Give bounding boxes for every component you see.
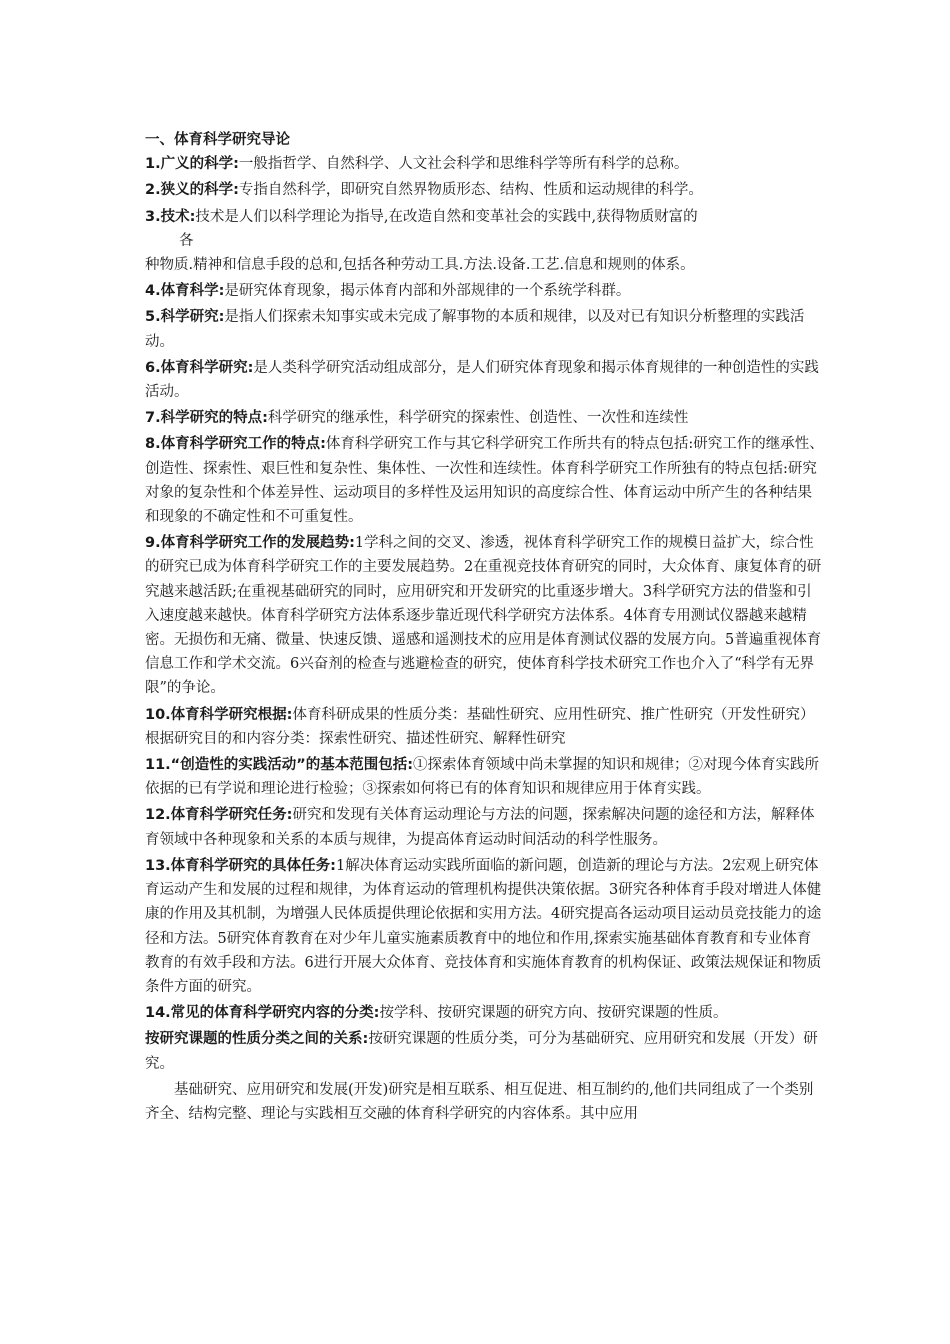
definition-item [145,432,825,529]
definition-term: 12.体育科学研究任务: [145,807,293,824]
definition-item [145,753,825,801]
definition-text: 专指自然科学，即研究自然界物质形态、结构、性质和运动规律的科学。 [238,182,703,199]
definition-text: 是研究体育现象，揭示体育内部和外部规律的一个系统学科群。 [224,283,631,300]
definition-item [145,305,825,353]
definition-text: 是指人们探索未知事实或未完成了解事物的本质和规律，以及对已有知识分析整理的实践活动。 [145,309,805,350]
definition-item [145,356,825,404]
definition-term: 4.体育科学: [145,283,225,300]
definition-text: 研究和发现有关体育运动理论与方法的问题，探索解决问题的途径和方法，解释体育领域中各种现象和关系的本质与规律，为提高体育运动时间活动的科学性服务。 [145,807,815,848]
definition-text: 是人类科学研究活动组成部分，是人们研究体育现象和揭示体育规律的一种创造性的实践活动。 [145,359,819,401]
definition-item [145,406,825,430]
definition-text-fragment: 各 [179,232,194,249]
definition-item [145,279,825,303]
definition-item [145,703,825,751]
definition-text: 1学科之间的交叉、渗透，视体育科学研究工作的规模日益扩大，综合性的研究已成为体育科学研究工作的主要发展趋势。2在重视竞技体育研究的同时，大众体育、康复体育的研究越来越活跃;在重视基础研究的同时，应用研究和开发研究的比重逐步增大。3科学研究方法的借鉴和引入速度越来越快。体育科学研究方法体系逐步靠近现代科学研究方法体系。4体育专用测试仪器越来越精密。无损伤和无痛、微量、快速反馈、遥感和遥测技术的应用是体育测试仪器的发展方向。5普遍重视体育信息工作和学术交流。6兴奋剂的检查与逃避检查的研究，使体育科学技术研究工作也介入了“科学有无界限”的争论。 [145,535,822,697]
closing-paragraph: 基础研究、应用研究和发展(开发)研究是相互联系、相互促进、相互制约的,他们共同组成了一个类别齐全、结构完整、理论与实践相互交融的体育科学研究的内容体系。其中应用 [145,1081,814,1122]
definition-term: 按研究课题的性质分类之间的关系: [145,1031,369,1048]
definition-term: 5.科学研究: [145,309,225,326]
definition-item [145,803,825,851]
definition-text: 科学研究的继承性，科学研究的探索性、创造性、一次性和连续性 [267,410,689,427]
definition-term: 14.常见的体育科学研究内容的分类: [145,1005,380,1022]
definition-text: 体育科学研究工作与其它科学研究工作所共有的特点包括:研究工作的继承性、创造性、探索性、艰巨性和复杂性、集体性、一次性和连续性。体育科学研究工作所独有的特点包括:研究对象的复杂性和个体差异性、运动项目的多样性及运用知识的高度综合性、体育运动中所产生的各种结果和现象的不确定性和不可重复性。 [145,436,824,526]
definition-item [145,531,825,700]
definition-term: 10.体育科学研究根据: [145,706,293,723]
definition-term: 1.广义的科学: [145,156,239,173]
definition-term: 11.“创造性的实践活动”的基本范围包括: [145,757,414,774]
document-body [145,128,825,1128]
definition-item [145,205,825,278]
definition-term: 7.科学研究的特点: [145,410,268,427]
definition-item [145,178,825,202]
definition-text: 技术是人们以科学理论为指导,在改造自然和变革社会的实践中,获得物质财富的 [195,208,698,225]
definition-item [145,1027,825,1075]
definition-text: 一般指哲学、自然科学、人文社会科学和思维科学等所有科学的总称。 [238,156,689,173]
definition-item [145,854,825,999]
definition-item [145,152,825,176]
definition-term: 13.体育科学研究的具体任务: [145,857,336,874]
definition-text: 体育科研成果的性质分类：基础性研究、应用性研究、推广性研究（开发性研究）根据研究目的和内容分类：探索性研究、描述性研究、解释性研究 [145,706,815,747]
definition-text-continued: 种物质.精神和信息手段的总和,包括各种劳动工具.方法.设备.工艺.信息和规则的体系。 [145,257,695,274]
definition-term: 2.狭义的科学: [145,182,239,199]
definition-text: 1解决体育运动实践所面临的新问题，创造新的理论与方法。2宏观上研究体育运动产生和发展的过程和规律，为体育运动的管理机构提供决策依据。3研究各种体育手段对增进人体健康的作用及其机制，为增强人民体质提供理论依据和实用方法。4研究提高各运动项目运动员竞技能力的途径和方法。5研究体育教育在对少年儿童实施素质教育中的地位和作用,探索实施基础体育教育和专业体育教育的有效手段和方法。6进行开展大众体育、竞技体育和实施体育教育的机构保证、政策法规保证和物质条件方面的研究。 [145,857,822,995]
section-heading: 一、体育科学研究导论 [145,132,290,148]
definition-text: 按研究课题的性质分类，可分为基础研究、应用研究和发展（开发）研究。 [145,1031,818,1072]
definition-term: 6.体育科学研究: [145,359,254,376]
definition-item [145,1001,825,1025]
definition-text: 按学科、按研究课题的研究方向、按研究课题的性质。 [379,1005,728,1022]
definition-text: ①探索体育领域中尚未掌握的知识和规律；②对现今体育实践所依据的已有学说和理论进行检验；③探索如何将已有的体育知识和规律应用于体育实践。 [145,757,820,798]
definition-term: 8.体育科学研究工作的特点: [145,436,326,453]
definition-term: 3.技术: [145,208,196,225]
definition-term: 9.体育科学研究工作的发展趋势: [145,535,355,552]
